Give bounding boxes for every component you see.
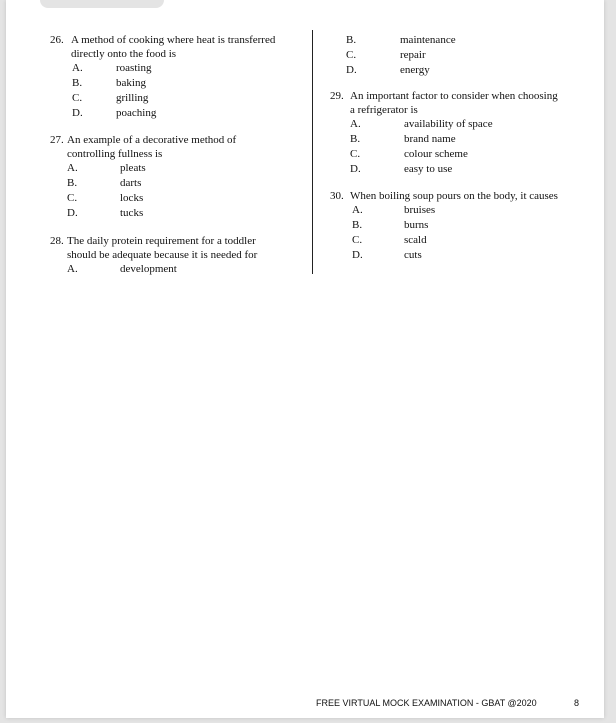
option-text: tucks [120, 207, 144, 219]
option-letter: B. [352, 219, 363, 231]
option-letter: C. [67, 192, 78, 204]
option-text: maintenance [400, 34, 456, 46]
option-letter: D. [72, 107, 83, 119]
question-text-line1: A method of cooking where heat is transferred [71, 34, 276, 46]
option-d [50, 206, 310, 221]
question-text-line2: controlling fullness is [67, 148, 163, 160]
option-letter: C. [346, 49, 357, 61]
exam-page [6, 0, 604, 718]
option-letter: C. [352, 234, 363, 246]
option-a [50, 161, 310, 176]
question-text-line1: When boiling soup pours on the body, it causes [350, 190, 558, 202]
question-text-line1: An example of a decorative method of [67, 134, 237, 146]
option-text: development [120, 263, 177, 275]
option-text: poaching [116, 107, 157, 119]
option-text: pleats [120, 162, 146, 174]
option-text: roasting [116, 62, 152, 74]
option-text: darts [120, 177, 142, 189]
footer-text: FREE VIRTUAL MOCK EXAMINATION - GBAT @2020 [316, 698, 537, 708]
option-text: easy to use [404, 163, 453, 175]
option-letter: B. [346, 34, 357, 46]
option-a [330, 117, 598, 132]
option-d [330, 162, 598, 177]
question-text-line2: directly onto the food is [71, 48, 177, 60]
question-28 [50, 234, 310, 277]
question-27 [50, 133, 310, 221]
option-c [330, 233, 598, 248]
question-30 [330, 189, 598, 263]
option-letter: B. [67, 177, 78, 189]
option-text: scald [404, 234, 427, 246]
option-b [330, 33, 590, 48]
question-text-line2: should be adequate because it is needed for [67, 249, 258, 261]
question-text-line1: The daily protein requirement for a toddler [67, 235, 256, 247]
option-text: availability of space [404, 118, 493, 130]
option-a [330, 203, 598, 218]
option-letter: C. [72, 92, 83, 104]
option-text: colour scheme [404, 148, 468, 160]
option-b [50, 176, 310, 191]
option-text: locks [120, 192, 144, 204]
option-d [50, 106, 310, 121]
option-text: burns [404, 219, 429, 231]
question-28-continued [330, 33, 590, 78]
question-stem [330, 89, 598, 117]
option-text: energy [400, 64, 430, 76]
option-text: bruises [404, 204, 436, 216]
question-number: 29. [330, 90, 344, 102]
option-letter: B. [72, 77, 83, 89]
option-letter: B. [350, 133, 361, 145]
question-26 [50, 33, 310, 121]
option-a [50, 262, 310, 277]
option-letter: A. [350, 118, 361, 130]
option-letter: A. [352, 204, 363, 216]
option-text: repair [400, 49, 426, 61]
page-top-tab [40, 0, 164, 8]
question-stem [50, 234, 310, 262]
question-number: 30. [330, 190, 344, 202]
option-letter: A. [72, 62, 83, 74]
option-c [330, 147, 598, 162]
option-a [50, 61, 310, 76]
question-text-line2: a refrigerator is [350, 104, 418, 116]
column-divider [312, 30, 313, 274]
question-stem [330, 189, 598, 203]
question-number: 26. [50, 34, 64, 46]
option-letter: C. [350, 148, 361, 160]
option-letter: A. [67, 162, 78, 174]
option-text: cuts [404, 249, 422, 261]
question-number: 27. [50, 134, 64, 146]
question-stem [50, 33, 310, 61]
option-letter: D. [346, 64, 357, 76]
option-letter: D. [350, 163, 361, 175]
option-d [330, 63, 590, 78]
option-b [330, 132, 598, 147]
question-text-line1: An important factor to consider when choosing [350, 90, 558, 102]
page-number: 8 [574, 698, 580, 708]
option-text: grilling [116, 92, 149, 104]
question-stem [50, 133, 310, 161]
option-b [330, 218, 598, 233]
question-number: 28. [50, 235, 64, 247]
option-text: brand name [404, 133, 456, 145]
option-letter: A. [67, 263, 78, 275]
option-c [50, 191, 310, 206]
option-c [330, 48, 590, 63]
option-b [50, 76, 310, 91]
question-29 [330, 89, 598, 177]
option-c [50, 91, 310, 106]
option-text: baking [116, 77, 146, 89]
option-d [330, 248, 598, 263]
option-letter: D. [352, 249, 363, 261]
option-letter: D. [67, 207, 78, 219]
